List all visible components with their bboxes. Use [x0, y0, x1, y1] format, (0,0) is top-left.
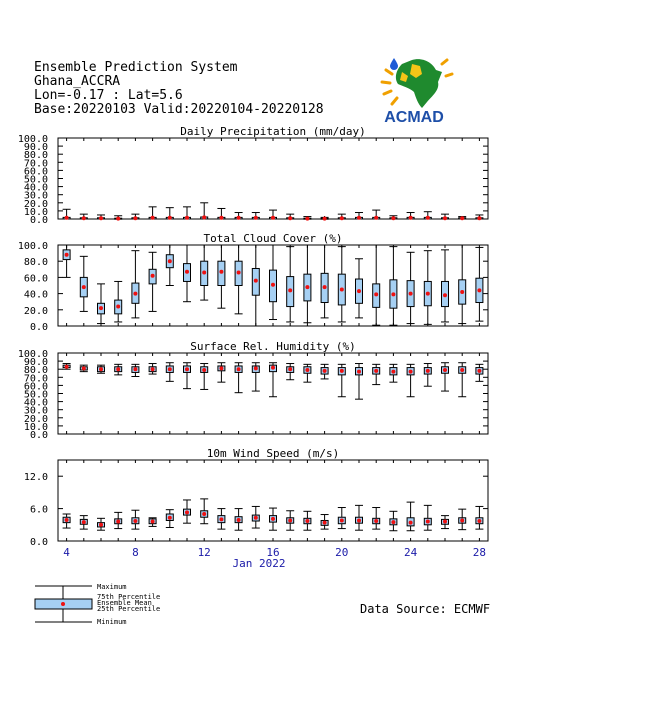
wind-speed-mean-marker	[237, 518, 241, 522]
wind-speed-mean-marker	[426, 520, 430, 524]
precipitation-mean-marker	[374, 216, 378, 220]
humidity-mean-marker	[477, 369, 481, 373]
cloud-cover-mean-marker	[426, 292, 430, 296]
wind-speed-ytick-label: 12.0	[23, 472, 48, 484]
cloud-cover-mean-marker	[288, 288, 292, 292]
precipitation-ytick-label: 10.0	[23, 206, 48, 218]
cloud-cover-mean-marker	[99, 306, 103, 310]
humidity-mean-marker	[340, 369, 344, 373]
precipitation-ytick-label: 30.0	[23, 190, 48, 202]
precipitation-ytick-label: 100.0	[17, 134, 48, 145]
cloud-cover-ytick-label: 20.0	[23, 305, 48, 317]
humidity-mean-marker	[443, 368, 447, 372]
humidity-mean-marker	[323, 369, 327, 373]
humidity-mean-marker	[374, 369, 378, 373]
precipitation-mean-marker	[151, 216, 155, 220]
precipitation-mean-marker	[65, 216, 69, 220]
humidity-mean-marker	[237, 367, 241, 371]
header-station: Ghana_ACCRA	[34, 74, 121, 89]
precipitation-mean-marker	[288, 216, 292, 220]
cloud-cover-ytick-label: 100.0	[17, 241, 48, 252]
humidity-mean-marker	[254, 366, 258, 370]
header-validity: Base:20220103 Valid:20220104-20220128	[34, 102, 324, 117]
wind-speed-mean-marker	[254, 516, 258, 520]
precipitation-ytick-label: 90.0	[23, 142, 48, 154]
wind-speed-mean-marker	[82, 520, 86, 524]
precipitation-ytick-label: 20.0	[23, 198, 48, 210]
wind-speed-mean-marker	[271, 517, 275, 521]
precipitation-mean-marker	[460, 216, 464, 220]
wind-speed-mean-marker	[185, 510, 189, 514]
precipitation-ytick-label: 40.0	[23, 182, 48, 194]
wind-speed-mean-marker	[340, 518, 344, 522]
legend-75th-percentile: 75th Percentile	[97, 593, 161, 601]
cloud-cover-mean-marker	[271, 283, 275, 287]
x-tick-label: 24	[403, 546, 418, 559]
precipitation-mean-marker	[116, 217, 120, 221]
precipitation-mean-marker	[185, 216, 189, 220]
cloud-cover-mean-marker	[323, 285, 327, 289]
precipitation-mean-marker	[426, 216, 430, 220]
legend-ensemble-mean: Ensemble Mean	[97, 599, 152, 607]
cloud-cover-mean-marker	[219, 270, 223, 274]
wind-speed-mean-marker	[65, 518, 69, 522]
legend-maximum: Maximum	[97, 583, 127, 591]
precipitation-mean-marker	[391, 216, 395, 220]
data-source: Data Source: ECMWF	[360, 602, 491, 616]
cloud-cover-mean-marker	[409, 292, 413, 296]
precipitation-mean-marker	[254, 216, 258, 220]
wind-speed-title: 10m Wind Speed (m/s)	[206, 447, 340, 460]
precipitation-mean-marker	[409, 216, 413, 220]
cloud-cover-mean-marker	[237, 271, 241, 275]
cloud-cover-mean-marker	[374, 292, 378, 296]
humidity-mean-marker	[460, 368, 464, 372]
wind-speed-mean-marker	[99, 523, 103, 527]
cloud-cover-mean-marker	[133, 292, 137, 296]
precipitation-mean-marker	[219, 216, 223, 220]
x-tick-label: 8	[132, 546, 139, 559]
precipitation-ytick-label: 50.0	[23, 174, 48, 186]
cloud-cover-mean-marker	[65, 253, 69, 257]
humidity-ytick-label: 80.0	[23, 365, 48, 377]
wind-speed-mean-marker	[323, 521, 327, 525]
precipitation-ytick-label: 80.0	[23, 150, 48, 162]
precipitation-mean-marker	[168, 216, 172, 220]
precipitation-frame	[58, 138, 488, 219]
humidity-ytick-label: 90.0	[23, 357, 48, 369]
humidity-mean-marker	[288, 367, 292, 371]
cloud-cover-ytick-label: 0.0	[29, 322, 48, 333]
wind-speed-mean-marker	[409, 521, 413, 525]
cloud-cover-mean-marker	[168, 259, 172, 263]
wind-speed-mean-marker	[202, 512, 206, 516]
cloud-cover-mean-marker	[391, 292, 395, 296]
humidity-ytick-label: 10.0	[23, 421, 48, 433]
cloud-cover-mean-marker	[151, 274, 155, 278]
precipitation-ytick-label: 60.0	[23, 166, 48, 178]
cloud-cover-mean-marker	[340, 288, 344, 292]
humidity-ytick-label: 50.0	[23, 389, 48, 401]
precipitation-mean-marker	[133, 216, 137, 220]
x-tick-label: 28	[472, 546, 487, 559]
precipitation-mean-marker	[477, 216, 481, 220]
cloud-cover-mean-marker	[116, 305, 120, 309]
humidity-ytick-label: 60.0	[23, 381, 48, 393]
cloud-cover-mean-marker	[357, 289, 361, 293]
precipitation-mean-marker	[357, 216, 361, 220]
humidity-ytick-label: 40.0	[23, 397, 48, 409]
humidity-mean-marker	[168, 367, 172, 371]
precipitation-mean-marker	[237, 216, 241, 220]
wind-speed-ytick-label: 0.0	[29, 537, 48, 548]
precipitation-mean-marker	[271, 216, 275, 220]
precipitation-mean-marker	[340, 216, 344, 220]
wind-speed-mean-marker	[357, 518, 361, 522]
humidity-mean-marker	[409, 370, 413, 374]
humidity-mean-marker	[65, 365, 69, 369]
humidity-ytick-label: 20.0	[23, 413, 48, 425]
precipitation-ytick-label: 70.0	[23, 158, 48, 170]
cloud-cover-mean-marker	[185, 270, 189, 274]
cloud-cover-ytick-label: 60.0	[23, 273, 48, 285]
humidity-mean-marker	[202, 368, 206, 372]
wind-speed-ytick-label: 6.0	[29, 504, 48, 516]
x-tick-label: 16	[266, 546, 280, 559]
cloud-cover-mean-marker	[305, 285, 309, 289]
wind-speed-mean-marker	[219, 517, 223, 521]
cloud-cover-mean-marker	[477, 288, 481, 292]
humidity-mean-marker	[133, 367, 137, 371]
header-coordinates: Lon=-0.17 : Lat=5.6	[34, 88, 183, 103]
humidity-ytick-label: 30.0	[23, 405, 48, 417]
humidity-ytick-label: 70.0	[23, 373, 48, 385]
wind-speed-mean-marker	[374, 519, 378, 523]
humidity-mean-marker	[82, 366, 86, 370]
humidity-mean-marker	[99, 367, 103, 371]
cloud-cover-ytick-label: 80.0	[23, 257, 48, 269]
cloud-cover-mean-marker	[202, 271, 206, 275]
precipitation-mean-marker	[323, 217, 327, 221]
legend-mean-marker	[61, 602, 65, 606]
humidity-ytick-label: 0.0	[29, 430, 48, 441]
humidity-mean-marker	[151, 367, 155, 371]
x-tick-label: 4	[63, 546, 70, 559]
humidity-mean-marker	[271, 366, 275, 370]
wind-speed-mean-marker	[477, 519, 481, 523]
precipitation-ytick-label: 0.0	[29, 215, 48, 226]
precipitation-mean-marker	[305, 217, 309, 221]
humidity-ytick-label: 100.0	[17, 349, 48, 360]
humidity-title: Surface Rel. Humidity (%)	[190, 340, 356, 353]
precipitation-mean-marker	[99, 216, 103, 220]
legend	[30, 582, 170, 626]
x-axis-label: Jan 2022	[232, 557, 286, 570]
cloud-cover-title: Total Cloud Cover (%)	[203, 232, 343, 245]
humidity-mean-marker	[357, 370, 361, 374]
precipitation-mean-marker	[82, 216, 86, 220]
humidity-mean-marker	[219, 366, 223, 370]
logo-text: ACMAD	[384, 109, 444, 126]
legend-minimum: Minimum	[97, 618, 127, 626]
cloud-cover-mean-marker	[443, 293, 447, 297]
humidity-mean-marker	[426, 369, 430, 373]
wind-speed-mean-marker	[133, 519, 137, 523]
wind-speed-mean-marker	[151, 520, 155, 524]
cloud-cover-ytick-label: 40.0	[23, 289, 48, 301]
x-tick-label: 12	[197, 546, 211, 559]
header-title: Ensemble Prediction System	[34, 60, 238, 75]
x-tick-label: 20	[335, 546, 349, 559]
wind-speed-mean-marker	[168, 516, 172, 520]
cloud-cover-mean-marker	[254, 279, 258, 283]
precipitation-mean-marker	[202, 215, 206, 219]
precipitation-title: Daily Precipitation (mm/day)	[180, 125, 366, 138]
wind-speed-mean-marker	[305, 519, 309, 523]
humidity-mean-marker	[305, 368, 309, 372]
wind-speed-mean-marker	[288, 518, 292, 522]
humidity-mean-marker	[391, 370, 395, 374]
humidity-mean-marker	[116, 367, 120, 371]
legend-25th-percentile: 25th Percentile	[97, 605, 161, 613]
cloud-cover-mean-marker	[82, 285, 86, 289]
precipitation-mean-marker	[443, 216, 447, 220]
wind-speed-mean-marker	[443, 520, 447, 524]
cloud-cover-mean-marker	[460, 290, 464, 294]
wind-speed-mean-marker	[460, 518, 464, 522]
wind-speed-mean-marker	[116, 520, 120, 524]
wind-speed-mean-marker	[391, 520, 395, 524]
humidity-mean-marker	[185, 367, 189, 371]
